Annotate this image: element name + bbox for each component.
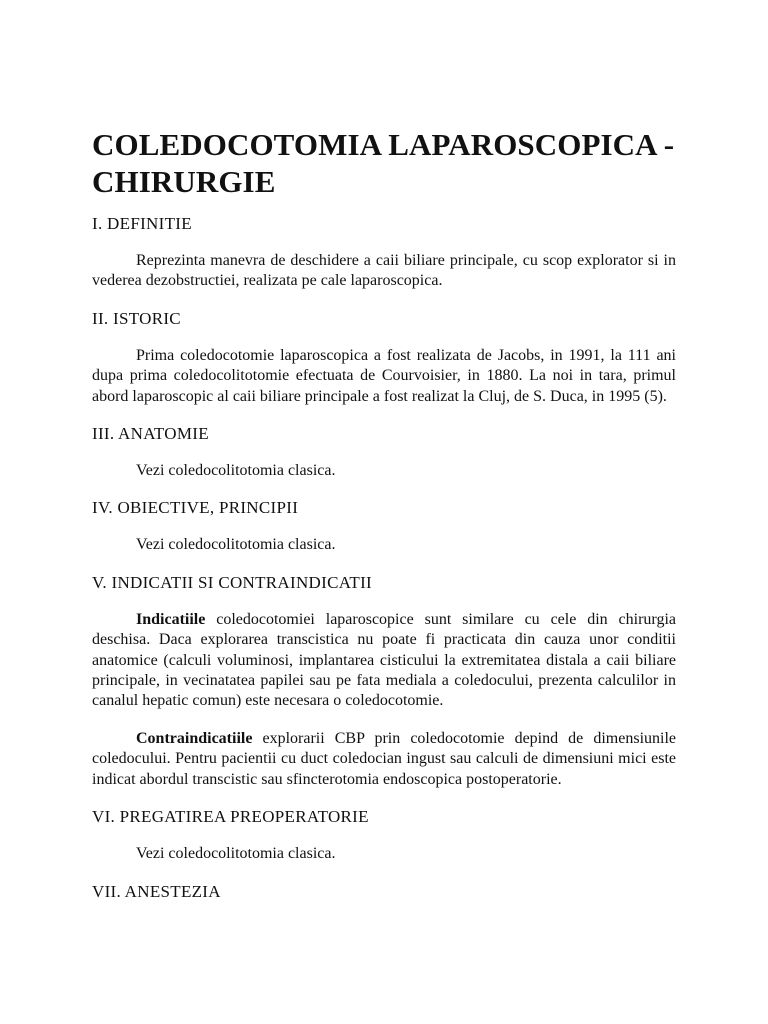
section-pregatire [92, 807, 676, 864]
document-title: COLEDOCOTOMIA LAPAROSCOPICA - CHIRURGIE [92, 127, 675, 199]
section-indicatii [92, 573, 676, 790]
section-definitie [92, 214, 676, 292]
section-istoric [92, 309, 676, 407]
paragraph [92, 844, 676, 864]
paragraph [92, 461, 676, 481]
section-heading: I. DEFINITIE [92, 214, 192, 233]
document-page [92, 126, 676, 919]
section-heading: II. ISTORIC [92, 308, 181, 328]
paragraph-text: Vezi coledocolitotomia clasica. [136, 462, 336, 480]
section-heading: V. INDICATII SI CONTRAINDICATII [92, 572, 373, 592]
section-obiective [92, 498, 676, 555]
paragraph [92, 535, 676, 555]
section-heading: IV. OBIECTIVE, PRINCIPII [92, 498, 299, 518]
paragraph-text: Vezi coledocolitotomia clasica. [136, 536, 336, 554]
paragraph [92, 729, 676, 790]
paragraph-text: Vezi coledocolitotomia clasica. [136, 845, 336, 863]
paragraph [92, 610, 676, 712]
paragraph-text: explorarii CBP prin coledocotomie depind de dimensiunile coledocului. Pentru pacientii cu duct coledocian ingust sau calculi de dimensiuni mici este indicat abordul transcistic sau sfincterotomia endoscopica postoperatorie. [92, 729, 676, 788]
section-anestezia [92, 882, 676, 902]
paragraph [92, 346, 676, 407]
section-heading: VI. PREGATIREA PREOPERATORIE [92, 807, 369, 827]
paragraph-lead: Contraindicatiile [136, 729, 253, 747]
section-heading: III. ANATOMIE [92, 424, 209, 444]
paragraph-text: Reprezinta manevra de deschidere a caii biliare principale, cu scop explorator si in vederea dezobstructiei, realizata pe cale laparoscopica. [92, 252, 676, 290]
paragraph [92, 251, 676, 292]
paragraph-lead: Indicatiile [136, 610, 206, 628]
paragraph-text: Prima coledocotomie laparoscopica a fost realizata de Jacobs, in 1991, la 111 ani dupa prima coledocolitotomie efectuata de Courvoisier, in 1880. La noi in tara, primul abord laparoscopic al caii biliare principale a fost realizat la Cluj, de S. Duca, in 1995 (5). [92, 346, 676, 405]
section-anatomie [92, 424, 676, 481]
paragraph-text: coledocotomiei laparoscopice sunt similare cu cele din chirurgia deschisa. Daca explorarea transcistica nu poate fi practicata din cauza unor conditii anatomice (calculi voluminosi, implantarea cisticului la extremitatea distala a caii biliare principale, in vecinatatea papilei sau pe fata mediala a coledocului, prezenta calculilor in canalul hepatic comun) este necesara o coledocotomie. [92, 610, 676, 710]
section-heading: VII. ANESTEZIA [92, 881, 221, 901]
